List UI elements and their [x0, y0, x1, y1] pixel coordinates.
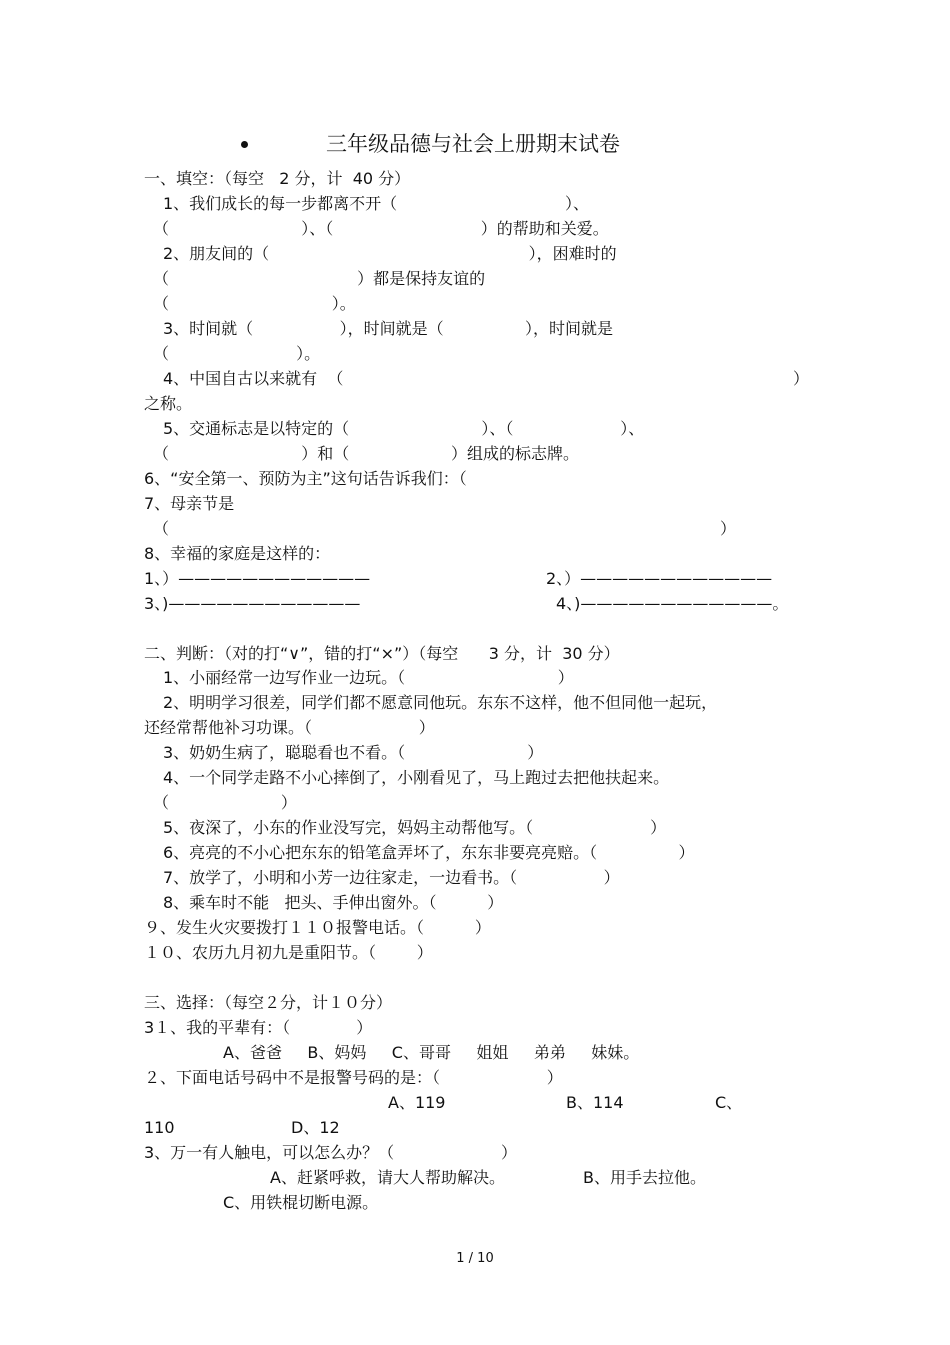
s2-line-6: （ ） — [153, 793, 297, 812]
s3-q2-option-a: A、119 — [388, 1093, 446, 1112]
s3-q2-option-c-value: 110 — [144, 1118, 175, 1137]
s2-line-9: 7、放学了，小明和小芳一边往家走，一边看书。（ ） — [163, 868, 620, 887]
s2-line-5: 4、一个同学走路不小心摔倒了，小刚看见了，马上跑过去把他扶起来。 — [163, 768, 670, 787]
s1-line-6: 3、时间就（ ），时间就是（ ），时间就是 — [163, 319, 614, 338]
s1-line-14-close: ） — [720, 519, 737, 538]
s1-line-12: 6、“安全第一、预防为主”这句话告诉我们：（ — [144, 469, 467, 488]
s2-line-1: 1、小丽经常一边写作业一边玩。（ ） — [163, 668, 574, 687]
s2-line-12: １０、农历九月初九是重阳节。（ ） — [144, 943, 433, 962]
s3-q2-option-c: C、 — [715, 1093, 743, 1112]
s1-answer-2: 2、）———————————— — [546, 569, 773, 588]
page-title: 三年级品德与社会上册期末试卷 — [326, 132, 620, 156]
s2-line-11: ９、发生火灾要拨打１１０报警电话。（ ） — [144, 918, 491, 937]
s3-q1: 3１、我的平辈有：（ ） — [144, 1018, 373, 1037]
s1-line-9: 之称。 — [144, 394, 193, 413]
s1-answer-1: 1、）———————————— — [144, 569, 371, 588]
s1-line-13: 7、母亲节是 — [144, 494, 235, 513]
title-bullet — [241, 141, 248, 148]
section3-heading: 三、选择：（每空２分，计１０分） — [144, 993, 393, 1012]
s3-q2-option-b: B、114 — [566, 1093, 624, 1112]
s1-line-3: 2、朋友间的（ ），困难时的 — [163, 244, 617, 263]
s3-q2-option-d: D、12 — [291, 1118, 340, 1137]
s2-line-2: 2、明明学习很差，同学们都不愿意同他玩。东东不这样，他不但同他一起玩， — [163, 693, 718, 712]
s1-line-8: 4、中国自古以来就有 （ — [163, 369, 344, 388]
s1-line-7: （ ）。 — [153, 344, 321, 363]
section1-heading: 一、填空：（每空 2 分，计 40 分） — [144, 169, 411, 188]
s1-line-10: 5、交通标志是以特定的（ ）、（ ）、 — [163, 419, 645, 438]
s2-line-7: 5、夜深了，小东的作业没写完，妈妈主动帮他写。（ ） — [163, 818, 667, 837]
s1-answer-4: 4、)————————————。 — [556, 594, 789, 613]
s1-line-4: （ ）都是保持友谊的 — [153, 269, 486, 288]
s3-q2: ２、下面电话号码中不是报警号码的是：（ ） — [144, 1068, 563, 1087]
s3-q1-options: A、爸爸 B、妈妈 C、哥哥 姐姐 弟弟 妹妹。 — [223, 1043, 640, 1062]
s3-q3-option-b: B、用手去拉他。 — [583, 1168, 706, 1187]
section2-heading: 二、判断：（对的打“∨”，错的打“×”）（每空 3 分，计 30 分） — [144, 644, 620, 663]
s2-line-8: 6、亮亮的不小心把东东的铅笔盒弄坏了，东东非要亮亮赔。（ ） — [163, 843, 695, 862]
s1-line-5: （ ）。 — [153, 294, 356, 313]
s1-line-8-close: ） — [793, 369, 810, 388]
page-number: 1 / 10 — [456, 1251, 494, 1266]
s1-line-1: 1、我们成长的每一步都离不开（ ）、 — [163, 194, 590, 213]
s2-line-4: 3、奶奶生病了，聪聪看也不看。（ ） — [163, 743, 544, 762]
s1-line-11: （ ）和（ ）组成的标志牌。 — [153, 444, 579, 463]
s3-q3-option-a: A、赶紧呼救，请大人帮助解决。 — [270, 1168, 505, 1187]
s1-line-15: 8、幸福的家庭是这样的： — [144, 544, 331, 563]
s2-line-3: 还经常帮他补习功课。（ ） — [144, 718, 435, 737]
s2-line-10: 8、乘车时不能 把头、手伸出窗外。（ ） — [163, 893, 504, 912]
s3-q3: 3、万一有人触电，可以怎么办？（ ） — [144, 1143, 517, 1162]
s3-q3-option-c: C、用铁棍切断电源。 — [223, 1193, 379, 1212]
s1-line-2: （ ）、（ ）的帮助和关爱。 — [153, 219, 609, 238]
s1-line-14: （ — [153, 519, 170, 538]
s1-answer-3: 3、)———————————— — [144, 594, 361, 613]
